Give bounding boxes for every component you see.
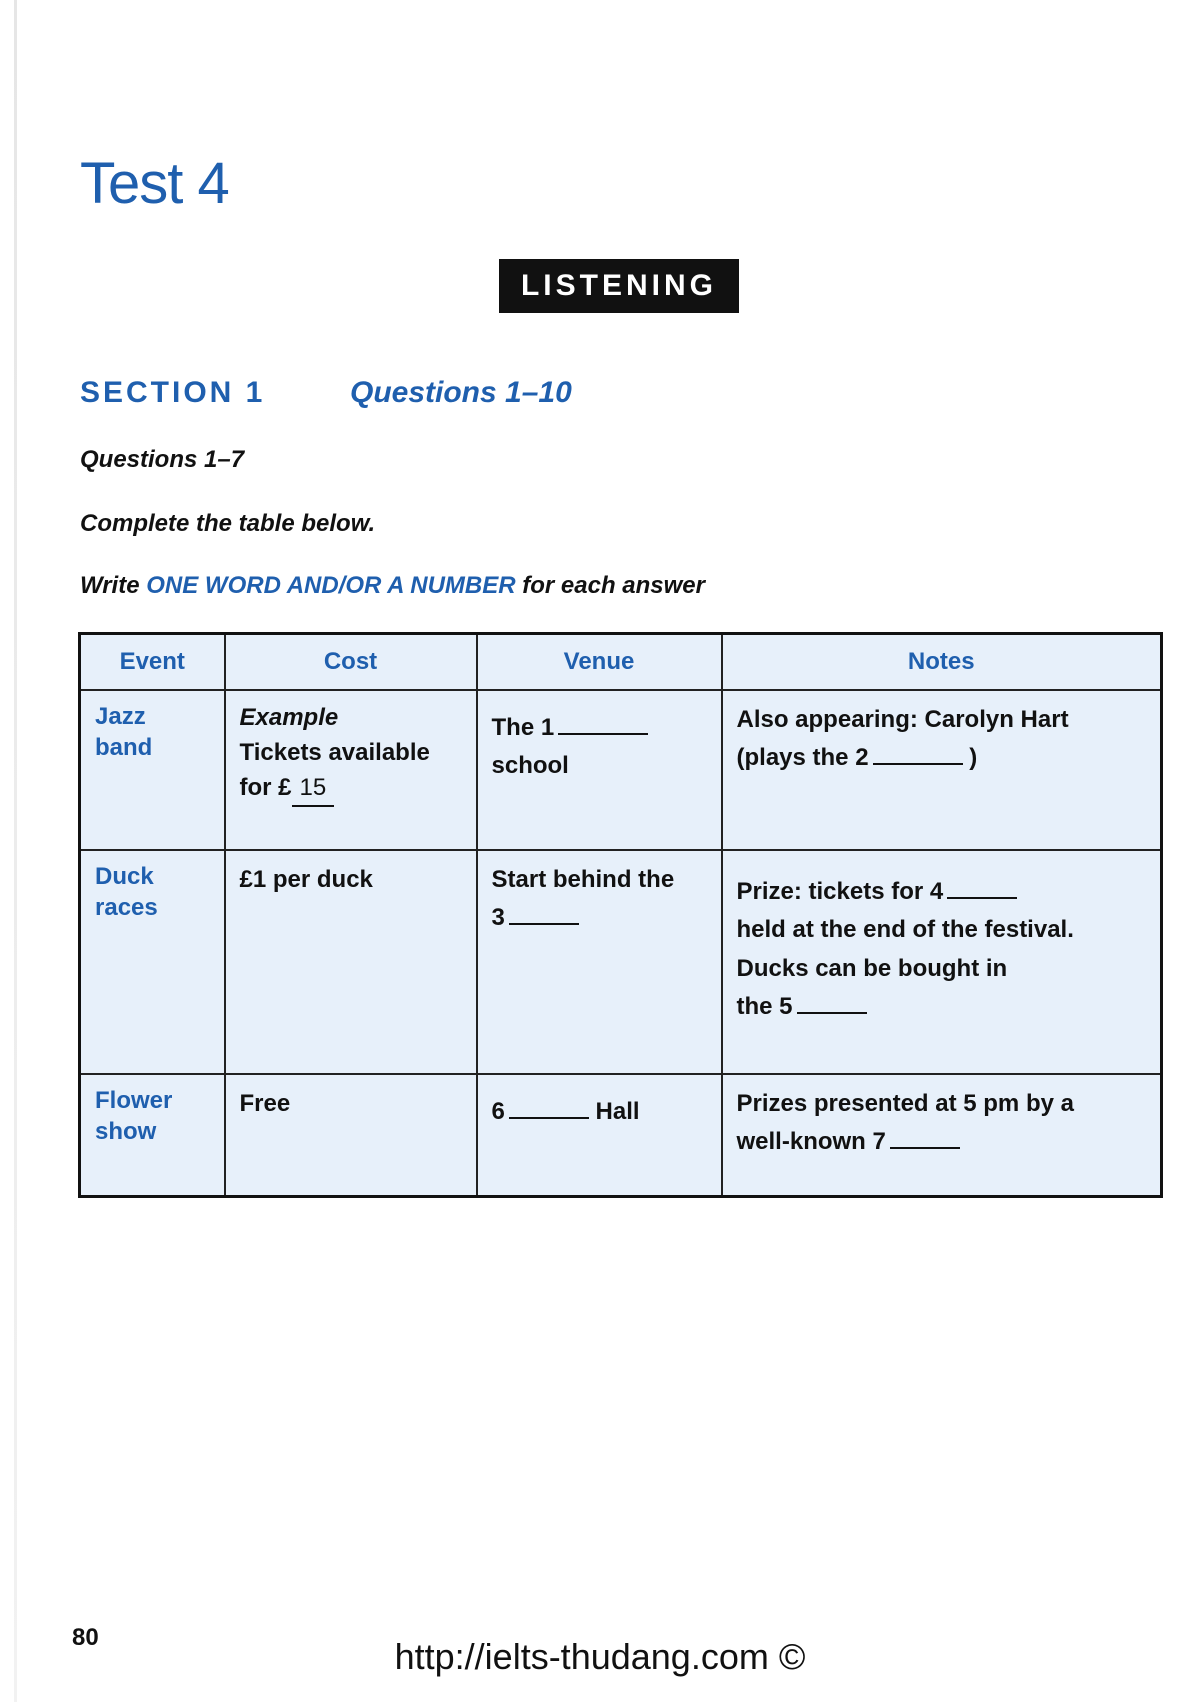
page-edge [14, 0, 17, 1702]
footer-url[interactable]: http://ielts-thudang.com © [394, 1636, 806, 1677]
venue-line2: school [491, 752, 569, 780]
notes-cell [722, 850, 1162, 1074]
notes-prefix: (plays the 2 [736, 744, 869, 772]
notes-line4-prefix: the 5 [736, 993, 793, 1021]
notes-cell [722, 1074, 1162, 1197]
venue-suffix: Hall [595, 1098, 640, 1125]
venue-cell [477, 690, 722, 850]
write-suffix: for each answer [522, 572, 705, 599]
notes-prefix: Prize: tickets for 4 [736, 878, 944, 905]
sub-questions-heading: Questions 1–7 [80, 446, 245, 473]
venue-cell [477, 850, 722, 1074]
cost-cell: Free [225, 1074, 477, 1197]
event-name-line2: races [95, 894, 158, 922]
cost-prefix: for £ [239, 773, 292, 801]
venue-cell [477, 1074, 722, 1197]
answer-blank-1[interactable] [558, 713, 648, 735]
header-event: Event [80, 634, 225, 691]
answer-blank-4[interactable] [947, 877, 1017, 899]
event-name-line2: band [95, 734, 153, 762]
event-name-line1: Jazz [95, 703, 146, 730]
venue-line1: Start behind the [491, 866, 675, 893]
notes-cell [722, 690, 1162, 850]
listening-badge: LISTENING [499, 259, 739, 313]
cost-line: Tickets available [239, 738, 430, 766]
event-name-line1: Duck [95, 863, 154, 890]
event-name-line1: Flower [95, 1087, 173, 1114]
section-questions: Questions 1–10 [350, 376, 572, 409]
notes-line3: Ducks can be bought in [736, 954, 1008, 982]
complete-instruction: Complete the table below. [80, 510, 376, 537]
answer-blank-3[interactable] [509, 903, 579, 925]
cost-cell: £1 per duck [225, 850, 477, 1074]
answer-blank-2[interactable] [873, 743, 963, 765]
notes-line1: Also appearing: Carolyn Hart [736, 706, 1069, 733]
header-cost: Cost [225, 634, 477, 691]
table-header-row [80, 634, 1162, 691]
table-row-flower-show [80, 1074, 1162, 1197]
table-row-duck-races [80, 850, 1162, 1074]
write-highlight: ONE WORD AND/OR A NUMBER [146, 572, 516, 599]
answer-blank-5[interactable] [797, 992, 867, 1014]
notes-line2: held at the end of the festival. [736, 916, 1074, 944]
cost-cell [225, 690, 477, 850]
page-number: 80 [72, 1624, 99, 1651]
section-heading [80, 376, 572, 410]
section-label: SECTION 1 [80, 376, 266, 409]
notes-prefix: well-known 7 [736, 1128, 886, 1156]
event-cell [80, 1074, 225, 1197]
answer-blank-7[interactable] [890, 1127, 960, 1149]
table-row-jazz-band [80, 690, 1162, 850]
notes-suffix: ) [969, 744, 978, 772]
header-venue: Venue [477, 634, 722, 691]
answer-table [78, 632, 1163, 1198]
example-answer: 15 [292, 771, 335, 808]
answer-blank-6[interactable] [509, 1097, 589, 1119]
write-instruction [80, 572, 705, 600]
page-title: Test 4 [80, 151, 229, 216]
write-prefix: Write [80, 572, 140, 599]
header-notes: Notes [722, 634, 1162, 691]
event-cell [80, 850, 225, 1074]
example-label: Example [239, 704, 339, 731]
venue-number: 3 [491, 904, 505, 932]
event-name-line2: show [95, 1118, 157, 1146]
venue-number: 6 [491, 1098, 505, 1125]
notes-line1: Prizes presented at 5 pm by a [736, 1090, 1074, 1117]
venue-prefix: The 1 [491, 714, 555, 741]
event-cell [80, 690, 225, 850]
